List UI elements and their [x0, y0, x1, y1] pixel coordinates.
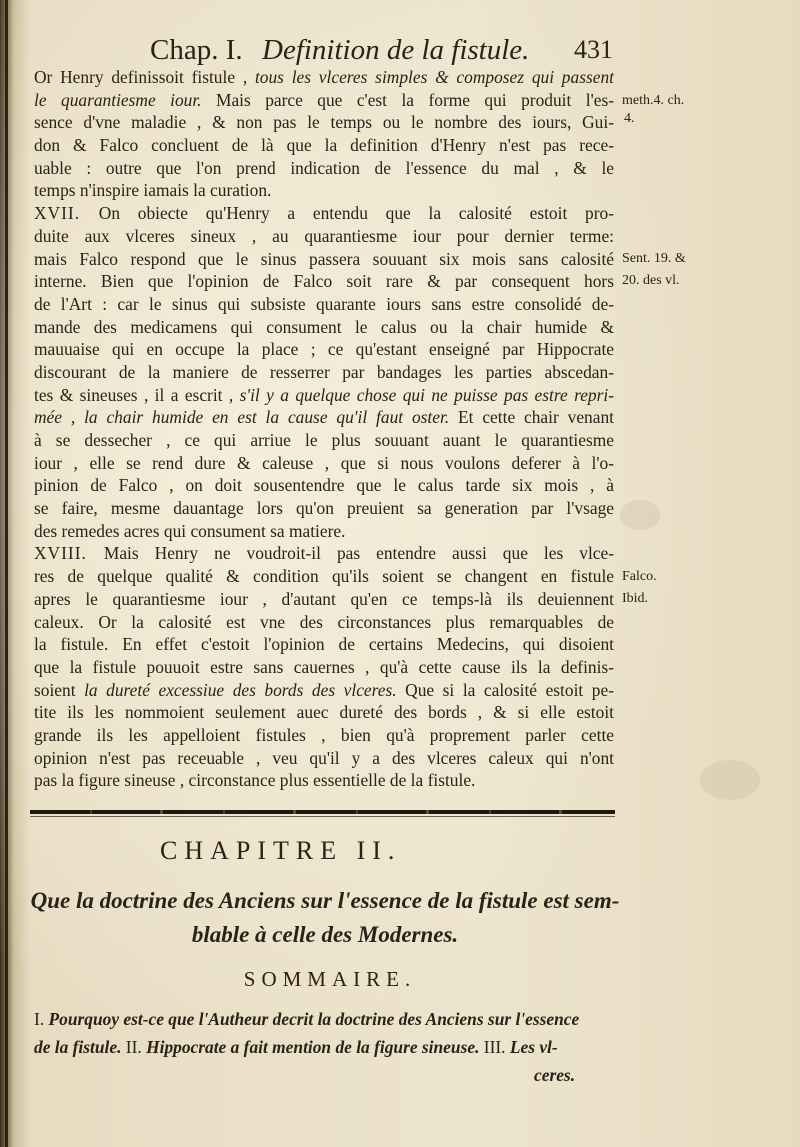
text-line — [34, 270, 614, 293]
margin-note-sent-line1: Sent. 19. & — [622, 251, 686, 266]
text-segment: interne. Bien que l'opinion de Falco soit rare & par consequent hors — [34, 271, 614, 292]
text-line — [34, 293, 614, 316]
text-segment: Or Henry definissoit fistule , — [34, 67, 255, 87]
chapter-heading: CHAPITRE II. — [160, 836, 402, 865]
text-segment: temps n'inspire iamais la curation. — [34, 180, 272, 201]
summary-line2 — [34, 1033, 634, 1061]
text-segment: iour , elle se rend dure & caleuse , que si nous voulons deferer à l'o- — [34, 452, 614, 473]
text-line — [34, 769, 614, 792]
text-segment: XVII. — [34, 203, 99, 224]
text-segment: pas la figure sineuse , circonstance plus essentielle de la fistule. — [34, 770, 476, 791]
margin-note-falco-line2: Ibid. — [622, 591, 649, 606]
margin-note-meth-num — [624, 108, 635, 130]
text-segment: soient — [34, 679, 85, 700]
margin-note-sent-line2: 20. des vl. — [622, 273, 680, 288]
section-rule — [30, 810, 615, 814]
paper-stain — [620, 500, 660, 530]
text-line — [34, 384, 614, 407]
italic-quote-segment: s'il y a quelque chose qui ne puisse pas estre repri- — [239, 384, 614, 405]
summary-item-2: Hippocrate a fait mention de la figure sineuse. — [146, 1037, 480, 1057]
summary-item-1: Pourquoy est-ce que l'Autheur decrit la doctrine des Anciens sur l'essence — [48, 1009, 580, 1029]
text-line — [34, 429, 614, 452]
text-segment: tes & sineuses , il a escrit , — [34, 384, 240, 405]
chapter-subtitle — [30, 884, 620, 952]
text-segment: pinion de Falco , on doit sousentendre que le calus tarde six mois , à — [34, 475, 614, 496]
text-segment: Mais Henry ne voudroit-il pas entendre aussi que les vlce- — [103, 543, 614, 564]
text-segment: Que si la calosité estoit pe- — [396, 679, 614, 700]
text-segment: mais Falco respond que le sinus passera souuant six mois sans calosité — [34, 248, 614, 269]
text-segment: mauuaise qui en occupe la place ; ce qu'estant enseigné par Hippocrate — [34, 339, 614, 360]
summary-item-1-cont: de la fistule. — [34, 1037, 122, 1057]
text-segment: des remedes acres qui consument sa matiere. — [34, 520, 346, 541]
text-segment: sence d'vne maladie , & non pas le temps ou le nombre des iours, Gui- — [34, 112, 614, 133]
margin-note-falco — [622, 566, 657, 610]
text-segment: tite ils les nommoient seulement auec dureté des bords , & si elle estoit — [34, 702, 614, 723]
header-title: Definition de la fistule. — [262, 34, 530, 66]
text-line — [34, 179, 614, 202]
italic-quote-segment: mée , la chair humide en est la cause qu'il faut oster. — [34, 407, 450, 428]
summary-item-3: Les vl- — [509, 1037, 558, 1057]
summary-num-3: III. — [483, 1037, 506, 1057]
text-line — [34, 588, 614, 611]
summary-line3 — [34, 1061, 634, 1089]
italic-quote-segment: la dureté excessiue des bords des vlceres. — [84, 679, 397, 700]
text-segment: la fistule. En effet c'estoit l'opinion de certains Medecins, qui disoient — [34, 634, 614, 655]
margin-note-sent — [622, 248, 686, 292]
chapter-subtitle-line1: Que la doctrine des Anciens sur l'essence de la fistule est sem- — [30, 888, 620, 913]
text-line — [34, 679, 614, 702]
summary-item-3-cont: ceres. — [534, 1065, 576, 1085]
text-segment: Et cette chair venant — [449, 407, 614, 428]
text-segment: se faire, mesme dauantage lors qu'on preuient sa generation par l'vsage — [34, 498, 614, 519]
text-line — [34, 474, 614, 497]
text-line — [34, 633, 614, 656]
summary-num-1: I. — [34, 1009, 45, 1029]
binding-edge — [5, 0, 8, 1147]
text-segment: apres le quarantiesme iour , d'autant qu'en ce temps-là ils deuiennent — [34, 588, 614, 609]
italic-quote-segment: le quarantiesme iour. — [34, 89, 202, 110]
text-line — [34, 520, 614, 543]
text-line — [34, 134, 614, 157]
text-line — [34, 406, 614, 429]
text-segment: que la fistule pouuoit estre sans cauernes , qu'à cette cause ils la definis- — [34, 656, 614, 677]
text-line — [34, 111, 614, 134]
text-line — [34, 361, 614, 384]
text-segment: mande des medicamens qui consument le calus ou la chair humide & — [34, 316, 614, 337]
section-rule-thin — [30, 816, 615, 817]
italic-quote-segment: tous les vlceres simples & composez qui passent — [254, 67, 614, 87]
page-number: 431 — [574, 35, 613, 64]
text-line — [34, 611, 614, 634]
text-segment: discourant de la maniere de resserrer par bandages les parties abscedan- — [34, 361, 614, 382]
margin-note-meth-num-text: 4. — [624, 111, 635, 126]
margin-note-meth-text: meth.4. ch. — [622, 93, 685, 108]
text-segment: don & Falco concluent de là que la definition d'Henry n'est pas rece- — [34, 135, 614, 156]
text-line — [34, 542, 614, 565]
text-line — [34, 656, 614, 679]
text-line — [34, 724, 614, 747]
summary-line1 — [34, 1005, 634, 1033]
text-segment: caleux. Or la calosité est vne des circonstances plus remarquables de — [34, 611, 614, 632]
text-line — [34, 66, 614, 89]
sommaire-label: SOMMAIRE. — [243, 967, 417, 991]
chapter-subtitle-line2: blable à celle des Modernes. — [191, 922, 459, 947]
text-segment: opinion n'est pas receuable , veu qu'il y a des vlceres caleux qui n'ont — [34, 747, 614, 768]
summary-num-2: II. — [125, 1037, 142, 1057]
text-line — [34, 202, 614, 225]
text-line — [34, 225, 614, 248]
text-line — [34, 338, 614, 361]
text-segment: On obiecte qu'Henry a entendu que la calosité estoit pro- — [98, 203, 614, 224]
text-segment: de l'Art : car le sinus qui subsiste quarante iours sans estre consolidé de- — [34, 293, 614, 314]
text-line — [34, 452, 614, 475]
text-segment: grande ils les appelloient fistules , bien qu'à proprement parler cette — [34, 724, 614, 745]
header-chapter: Chap. I. — [150, 34, 243, 66]
text-segment: Mais parce que c'est la forme qui produit l'es- — [201, 89, 614, 110]
text-segment: duite aux vlceres sineux , au quarantiesme iour pour dernier terme: — [34, 225, 614, 246]
text-line — [34, 701, 614, 724]
text-line — [34, 497, 614, 520]
summary — [34, 1005, 634, 1089]
text-segment: uable : outre que l'on prend indication de l'essence du mal , & le — [34, 157, 614, 178]
text-segment: XVIII. — [34, 543, 104, 564]
text-line — [34, 157, 614, 180]
text-line — [34, 747, 614, 770]
text-line — [34, 316, 614, 339]
paper-stain — [700, 760, 760, 800]
text-line — [34, 89, 614, 112]
main-text — [34, 66, 614, 792]
text-segment: à se dessecher , ce qui arriue le plus souuant auant le quarantiesme — [34, 430, 614, 450]
text-segment: res de quelque qualité & condition qu'ils soient se changent en fistule — [34, 566, 614, 587]
text-line — [34, 248, 614, 271]
margin-note-falco-line1: Falco. — [622, 569, 657, 584]
text-line — [34, 565, 614, 588]
